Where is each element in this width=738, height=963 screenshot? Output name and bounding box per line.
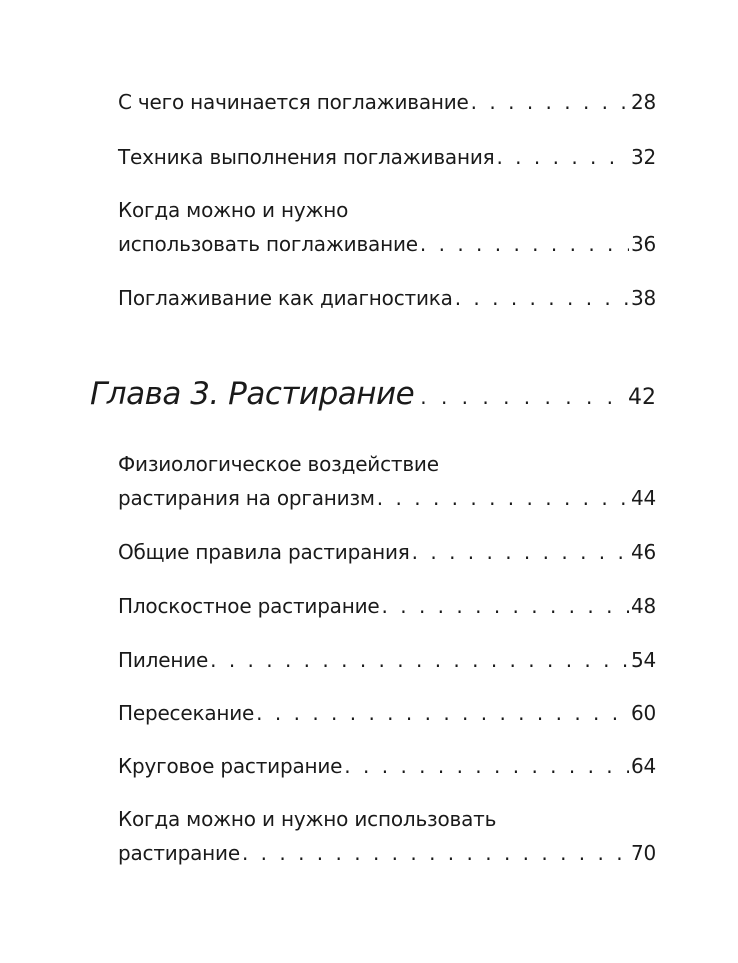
leader-dots — [471, 85, 629, 119]
toc-page-number: 64 — [630, 754, 656, 778]
toc-page-number: 46 — [630, 540, 656, 564]
leader-dots — [420, 375, 622, 419]
leader-dots — [210, 643, 629, 677]
toc-entry-title-line1: Когда можно и нужно — [118, 198, 349, 222]
leader-dots — [382, 589, 629, 623]
toc-page-number: 32 — [630, 145, 656, 169]
toc-page-number: 48 — [630, 594, 656, 618]
toc-entry-title: растирания на организм — [118, 486, 375, 510]
toc-entry[interactable] — [118, 85, 656, 119]
toc-entry-title: Общие правила растирания — [118, 540, 410, 564]
leader-dots — [412, 535, 629, 569]
toc-entry-title: Круговое растирание — [118, 754, 343, 778]
toc-entry[interactable] — [118, 749, 656, 783]
toc-entry-title: Пересекание — [118, 701, 255, 725]
toc-entry-title: Пиление — [118, 648, 209, 672]
toc-entry-title: Поглаживание как диагностика — [118, 286, 453, 310]
toc-entry[interactable] — [118, 535, 656, 569]
toc-entry-title: Техника выполнения поглаживания — [118, 145, 495, 169]
leader-dots — [256, 696, 629, 730]
toc-entry[interactable] — [118, 193, 656, 261]
toc-entry-title-line1: Физиологическое воздействие — [118, 452, 439, 476]
toc-page-number: 38 — [630, 286, 656, 310]
toc-entry[interactable] — [118, 281, 656, 315]
toc-entry[interactable] — [118, 643, 656, 677]
toc-entry[interactable] — [118, 589, 656, 623]
toc-entry[interactable] — [118, 696, 656, 730]
toc-page-number: 28 — [630, 90, 656, 114]
toc-page-number: 60 — [630, 701, 656, 725]
leader-dots — [455, 281, 629, 315]
toc-entry-title: С чего начинается поглаживание — [118, 90, 469, 114]
toc-entry-title: растирание — [118, 841, 240, 865]
toc-entry[interactable] — [118, 140, 656, 174]
chapter-title: Глава 3. Растирание — [90, 376, 415, 412]
leader-dots — [344, 749, 629, 783]
toc-entry[interactable] — [118, 447, 656, 515]
toc-chapter-heading[interactable] — [90, 372, 656, 420]
toc-page-number: 54 — [630, 648, 656, 672]
toc-entry-title: Плоскостное растирание — [118, 594, 380, 618]
toc-page-number: 36 — [630, 232, 656, 256]
toc-page-number: 70 — [630, 841, 656, 865]
toc-page-number: 44 — [630, 486, 656, 510]
leader-dots — [496, 140, 628, 174]
toc-entry[interactable] — [118, 802, 656, 870]
toc-entry-title-line1: Когда можно и нужно использовать — [118, 807, 497, 831]
toc-entry-title: использовать поглаживание — [118, 232, 418, 256]
leader-dots — [420, 227, 629, 261]
leader-dots — [377, 481, 629, 515]
chapter-page-number: 42 — [628, 385, 656, 410]
leader-dots — [242, 836, 629, 870]
